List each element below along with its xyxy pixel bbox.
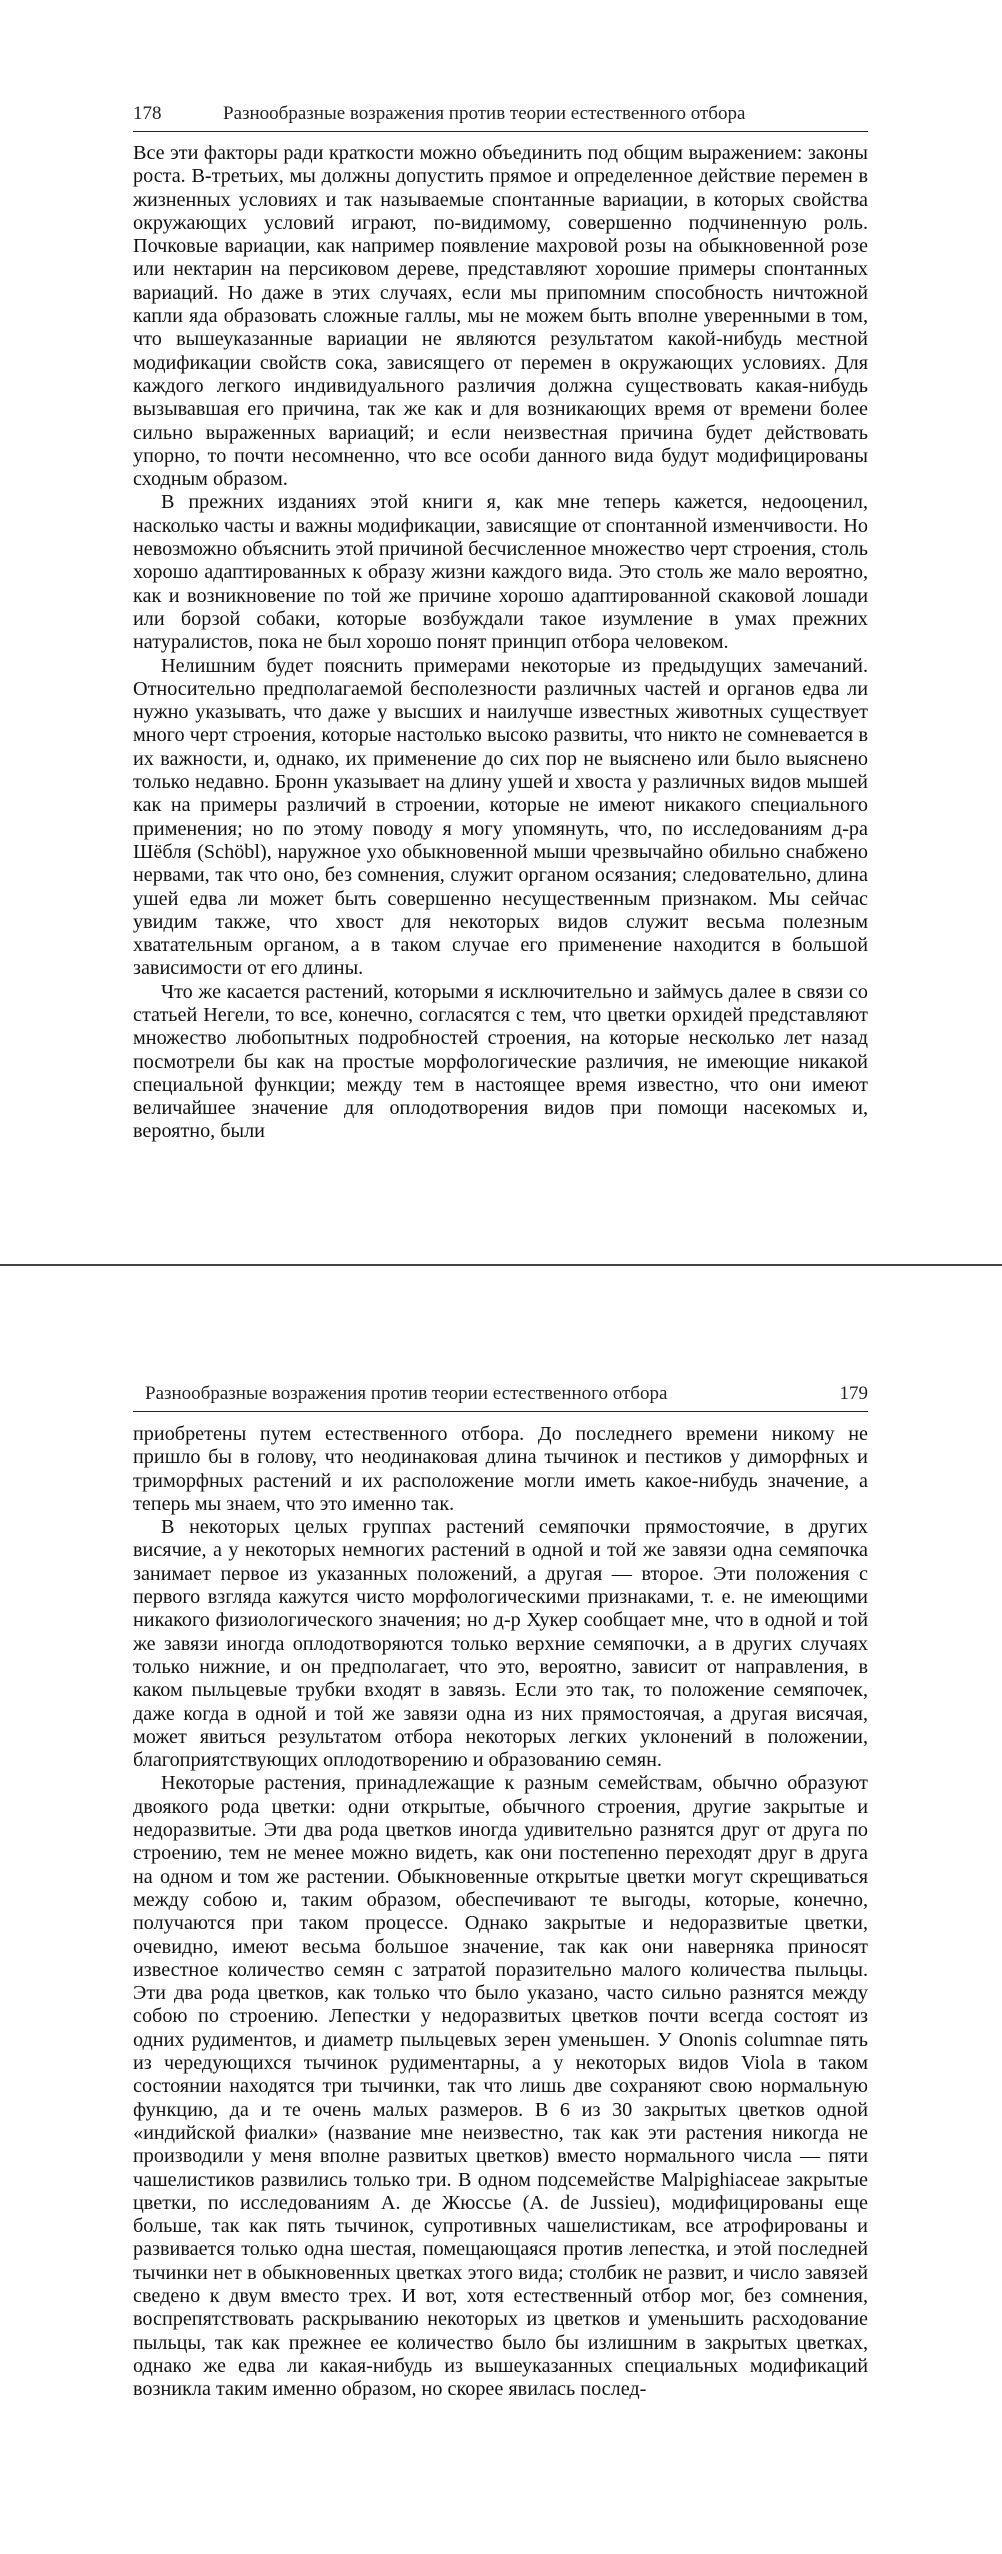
page-178 xyxy=(0,0,1002,1262)
running-title: Разнообразные возражения против теории естественного отбора xyxy=(145,1383,668,1404)
paragraph: Некоторые растения, принадлежащие к разным семействам, обычно образуют двоякого рода цветки: одни открытые, обычного строения, другие закрытые и недоразвитые. Эти два рода цветков иногда удивительно разнятся друг от друга по строению, тем не менее можно видеть, как они постепенно переходят друг в друга на одном и том же растении. Обыкновенные открытые цветки могут скрещиваться между собою и, таким образом, обеспечивают те выгоды, которые, конечно, получаются при таком процессе. Однако закрытые и недоразвитые цветки, очевидно, имеют весьма большое значение, так как они наверняка приносят известное количество семян с затратой поразительно малого количества пыльцы. Эти два рода цветков, как только что было указано, часто сильно разнятся между собою по строению. Лепестки у недоразвитых цветков почти всегда состоят из одних рудиментов, и диаметр пыльцевых зерен уменьшен. У Ononis columnae пять из чередующихся тычинок рудиментарны, а у некоторых видов Viola в таком состоянии находятся три тычинки, так что лишь две сохраняют свою нормальную функцию, да и те очень малых размеров. В 6 из 30 закрытых цветков одной «индийской фиалки» (название мне неизвестно, так как эти растения никогда не производили у меня вполне развитых цветков) вместо нормального числа — пяти чашелистиков развились только три. В одном подсемействе Malpighiaceae закрытые цветки, по исследованиям А. де Жюссье (A. de Jussieu), модифицированы еще больше, так как пять тычинок, супротивных чашелистикам, все атрофированы и развивается только одна шестая, помещающаяся против лепестка, и этой последней тычинки нет в обыкновенных цветках этого вида; столбик не развит, и число завязей сведено к двум вместо трех. И вот, хотя естественный отбор мог, без сомнения, воспрепятствовать раскрыванию некоторых из цветков и уменьшить расходование пыльцы, так как прежнее ее количество было бы излишним в закрытых цветках, однако же едва ли какая-нибудь из вышеуказанных специальных модификаций возникла таким именно образом, но скорее явилась послед- xyxy=(133,1772,868,2401)
paragraph: приобретены путем естественного отбора. До последнего времени никому не пришло бы в голову, что неодинаковая длина тычинок и пестиков у диморфных и триморфных растений и их расположение могли иметь какое-нибудь значение, а теперь мы знаем, что это именно так. xyxy=(133,1423,868,1515)
paragraph: Нелишним будет пояснить примерами некоторые из предыдущих замечаний. Относительно предполагаемой бесполезности различных частей и органов едва ли нужно указывать, что даже у высших и наилучше известных животных существует много черт строения, которые настолько высоко развиты, что никто не сомневается в их важности, и, однако, их применение до сих пор не выяснено или было выяснено только недавно. Бронн указывает на длину ушей и хвоста у различных видов мышей как на примеры различий в строении, которые не имеют никакого специального применения; но по этому поводу я могу упомянуть, что, по исследованиям д-ра Шёбля (Schöbl), наружное ухо обыкновенной мыши чрезвычайно обильно снабжено нервами, так что оно, без сомнения, служит органом осязания; следовательно, длина ушей едва ли может быть совершенно несущественным признаком. Мы сейчас увидим также, что хвост для некоторых видов служит весьма полезным хватательным органом, а в таком случае его применение находится в большой зависимости от его длины. xyxy=(133,654,868,980)
paragraph: В прежних изданиях этой книги я, как мне теперь кажется, недооценил, насколько часты и важны модификации, зависящие от спонтанной изменчивости. Но невозможно объяснить этой причиной бесчисленное множество черт строения, столь хорошо адаптированных к образу жизни каждого вида. Это столь же мало вероятно, как и возникновение по той же причине хорошо адаптированной скаковой лошади или борзой собаки, которые возбуждали такое изумление в умах прежних натуралистов, пока не был хорошо понят принцип отбора человеком. xyxy=(133,491,868,654)
page-body xyxy=(133,1423,868,2401)
page-number: 178 xyxy=(133,103,162,124)
running-title: Разнообразные возражения против теории естественного отбора xyxy=(223,103,746,124)
page-body xyxy=(133,142,868,1144)
running-header xyxy=(133,95,868,132)
running-header xyxy=(133,1375,868,1412)
paragraph: Что же касается растений, которыми я исключительно и займусь далее в связи со статьей Негели, то все, конечно, согласятся с тем, что цветки орхидей представляют множество любопытных подробностей строения, на которые несколько лет назад посмотрели бы как на простые морфологические различия, не имеющие никакой специальной функции; между тем в настоящее время известно, что они имеют величайшее значение для оплодотворения видов при помощи насекомых и, вероятно, были xyxy=(133,980,868,1143)
page-number: 179 xyxy=(839,1383,868,1404)
paragraph: В некоторых целых группах растений семяпочки прямостоячие, в других висячие, а у некоторых немногих растений в одной и той же завязи одна семяпочка занимает первое из указанных положений, а другая — второе. Эти положения с первого взгляда кажутся чисто морфологическими признаками, т. е. не имеющими никакого физиологического значения; но д-р Хукер сообщает мне, что в одной и той же завязи иногда оплодотворяются только верхние семяпочки, а в других случаях только нижние, и он предполагает, что это, вероятно, зависит от направления, в каком пыльцевые трубки входят в завязь. Если это так, то положение семяпочек, даже когда в одной и той же завязи одна из них прямостоячая, а другая висячая, может явиться результатом отбора некоторых легких уклонений в положении, благоприятствующих оплодотворению и образованию семян. xyxy=(133,1516,868,1772)
paragraph: Все эти факторы ради краткости можно объединить под общим выражением: законы роста. В-третьих, мы должны допустить прямое и определенное действие перемен в жизненных условиях и так называемые спонтанные вариации, в которых свойства окружающих условий играют, по-видимому, совершенно подчиненную роль. Почковые вариации, как например появление махровой розы на обыкновенной розе или нектарин на персиковом дереве, представляют хорошие примеры спонтанных вариаций. Но даже в этих случаях, если мы припомним способность ничтожной капли яда образовать сложные галлы, мы не можем быть вполне уверенными в том, что вышеуказанные вариации не являются результатом какой-нибудь местной модификации свойств сока, зависящего от перемен в окружающих условиях. Для каждого легкого индивидуального различия должна существовать какая-нибудь вызывавшая его причина, так же как и для возникающих время от времени более сильно выраженных вариаций; и если неизвестная причина будет действовать упорно, то почти несомненно, что все особи данного вида будут модифицированы сходным образом. xyxy=(133,142,868,491)
page-179 xyxy=(0,1275,1002,2554)
